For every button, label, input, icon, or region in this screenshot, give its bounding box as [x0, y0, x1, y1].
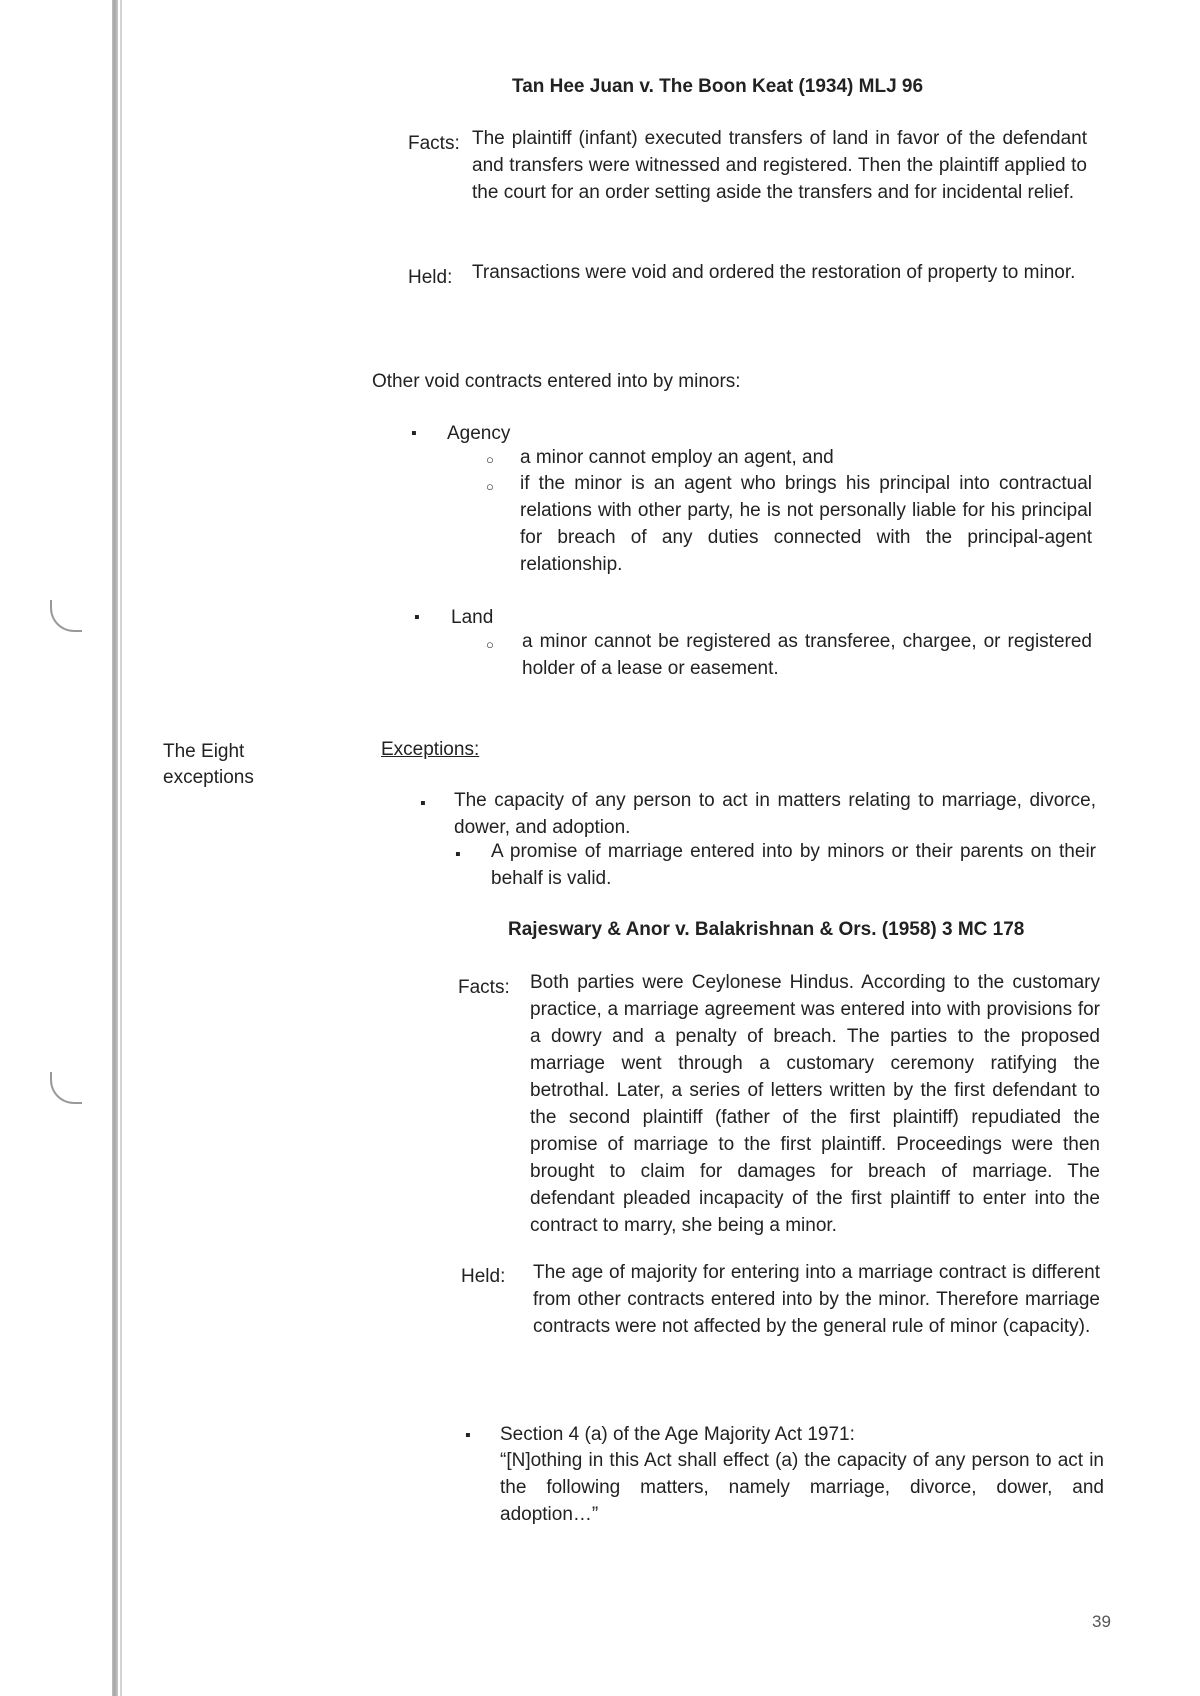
margin-note: exceptions: [163, 767, 254, 788]
facts-label: Facts:: [408, 133, 460, 154]
facts-label: Facts:: [458, 977, 510, 998]
bullet: [411, 420, 417, 447]
section-quote: “[N]othing in this Act shall effect (a) the capacity of any person to act in the following matters, namely marriage, divorce, dower, and adoption…”: [500, 1450, 1104, 1525]
sub-bullet: [486, 446, 494, 473]
sub-bullet: [486, 473, 494, 500]
margin-note: The Eight: [163, 741, 245, 762]
facts-text: Both parties were Ceylonese Hindus. According to the customary practice, a marriage agreement was entered into with provisions for a dowry and a penalty of breach. The parties to the proposed marriage went through a customary ceremony ratifying the betrothal. Later, a series of letters written by the first defendant to the second plaintiff (father of the first plaintiff) repudiated the promise of marriage to the first plaintiff. Proceedings were then brought to claim for damages for breach of marriage. The defendant pleaded incapacity of the first plaintiff to enter into the contract to marry, she being a minor.: [530, 972, 1100, 1236]
binding-edge: [112, 0, 118, 1696]
facts-text: The plaintiff (infant) executed transfers of land in favor of the defendant and transfers were witnessed and registered. Then the plaintiff applied to the court for an order setting aside the transfers and for incidental relief.: [472, 128, 1087, 203]
bullet: [414, 604, 420, 631]
exception-item: The capacity of any person to act in matters relating to marriage, divorce, dower, and adoption.: [454, 790, 1096, 838]
case-title: Rajeswary & Anor v. Balakrishnan & Ors. (1958) 3 MC 178: [508, 919, 1025, 940]
agency-point: if the minor is an agent who brings his principal into contractual relations with other party, he is not personally liable for his principal for breach of any duties connected with the principal-agent relationship.: [520, 473, 1092, 575]
sub-bullet: [486, 631, 494, 658]
bullet: [420, 790, 426, 817]
held-label: Held:: [461, 1266, 506, 1287]
punch-hole-mark: [50, 600, 82, 632]
exception-subitem: A promise of marriage entered into by minors or their parents on their behalf is valid.: [491, 841, 1096, 889]
bullet: [465, 1422, 471, 1449]
held-text: Transactions were void and ordered the restoration of property to minor.: [472, 262, 1076, 283]
binding-edge-line: [120, 0, 122, 1696]
land-label: Land: [451, 607, 494, 628]
page-number: 39: [1092, 1612, 1111, 1631]
exceptions-heading: Exceptions:: [381, 739, 480, 760]
held-label: Held:: [408, 267, 453, 288]
case-title: Tan Hee Juan v. The Boon Keat (1934) MLJ 96: [512, 76, 924, 97]
bullet: [455, 841, 461, 868]
agency-point: a minor cannot employ an agent, and: [520, 447, 834, 468]
void-contracts-intro: Other void contracts entered into by minors:: [372, 371, 741, 392]
section-title: Section 4 (a) of the Age Majority Act 1971:: [500, 1424, 855, 1445]
agency-label: Agency: [447, 423, 511, 444]
held-text: The age of majority for entering into a marriage contract is different from other contracts entered into by the minor. Therefore marriage contracts were not affected by the general rule of minor (capacity).: [533, 1262, 1100, 1337]
land-point: a minor cannot be registered as transferee, chargee, or registered holder of a lease or easement.: [522, 631, 1092, 679]
punch-hole-mark: [50, 1072, 82, 1104]
